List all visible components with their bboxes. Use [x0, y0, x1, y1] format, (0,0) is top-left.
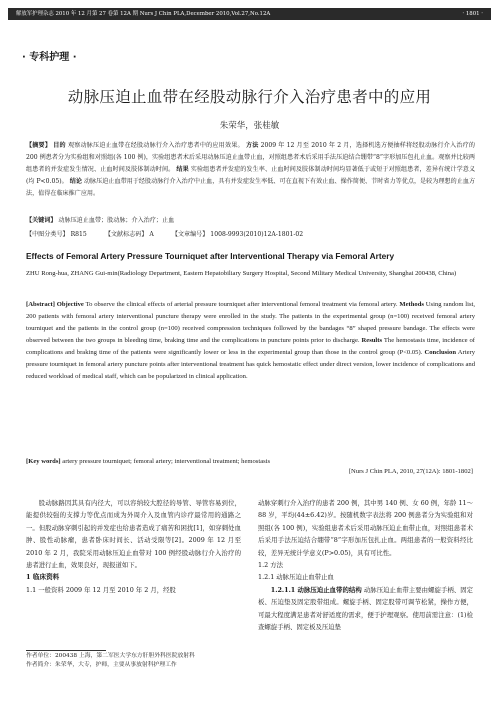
english-keywords [26, 456, 475, 467]
objective-label: 目的 [53, 142, 66, 149]
article-title: 动脉压迫止血带在经股动脉行介入治疗患者中的应用 [67, 88, 432, 106]
general-data-line [26, 584, 241, 596]
article-number: 【文章编号】 1008-9993(2010)12A-1801-02 [171, 231, 304, 238]
author-bio: 作者简介：朱荣华，大专，护师，主要从事放射科护理工作 [26, 662, 177, 668]
en-keywords-text: artery pressure tourniquet; femoral artery; interventional treatment; hemostasis [62, 458, 271, 465]
classification-line [26, 229, 475, 238]
heading-method: 1.2 方法 [258, 561, 283, 570]
method-label: 方法 [245, 142, 259, 149]
en-objective-text: To observe the clinical effects of arterial pressure tourniquet after interventional femoral treatment via femoral artery. [85, 301, 398, 308]
tourniquet-structure-paragraph [258, 584, 473, 634]
english-authors: ZHU Rong-hua, ZHANG Gui-min(Radiology Department, Eastern Hepatobiliary Surgery Hospital, Second Military Medical University, Shanghai 200438, China) [26, 270, 457, 277]
en-conclusion-label: Conclusion [424, 349, 456, 356]
general-data-continued: 动脉穿刺行介入治疗的患者 200 例，其中男 140 例、女 60 例，年龄 11～88 岁，平均(44±6.42)岁。按随机数字表法将 200 例患者分为实验组和对照组(各 100 例)，实验组患者术后采用动脉压迫止血带止血，对照组患者术后采用手法压迫结合绷带“8”字形加压包扎止血。两组患者的一般资料经比较，差异无统计学意义(P>0.05)，具有可比性。 [258, 499, 473, 557]
heading-tourniquet-structure: 1.2.1.1 动脉压迫止血带的结构 [270, 585, 362, 594]
chinese-abstract [26, 140, 475, 200]
heading-clinical-data: 1 临床资料 [26, 573, 60, 582]
body-column-left [26, 497, 241, 596]
en-abstract-label: [Abstract] [26, 301, 55, 308]
intro-paragraph: 股动脉路因其具有内径大，可以容纳较大腔径的导管、导管容易到位，能提供较强的支撑力等优点而成为外周介入及血管内诊疗最常用的通路之一。但股动脉穿刺引起的并发症也给患者造成了痛苦和困扰[1]，如穿刺处血肿、股性动脉瘤，患者卧床时间长、活动受限等[2]。2009 年 12 月至 2010 年 2 月，我院采用动脉压迫止血带对 100 例经股动脉行介入治疗的患者进行止血，效果良好，现报道如下。 [26, 499, 241, 570]
footnotes [26, 652, 241, 670]
running-header [8, 8, 491, 20]
article-authors: 朱荣华，张桂敏 [219, 121, 280, 131]
citation: [Nurs J Chin PLA, 2010, 27(12A): 1801-1802] [348, 468, 473, 475]
method-text: 2009 年 12 月至 2010 年 2 月，选择机选方便抽样将经股动脉行介入治疗的 200 例患者分为实验组和对照组(各 100 例)，实验组患者术后采用动脉压迫止血带止血，对照组患者术后采用手法压迫结合绷带“8”字形加压包扎止血。观察并比较两组患者的并发症发生情况、止血时间及肢体制动时间。 [26, 142, 475, 173]
heading-general-data: 1.1 一般资料 [26, 585, 64, 594]
conclusion-text: 动脉压迫止血带用于经股动脉行介入治疗中止血，具有并发症发生率低、可在直视下有效止血、操作简便、节时省力等优点，是较为理想的止血方法，值得在临床推广应用。 [26, 178, 476, 197]
abstract-label: 【摘要】 [26, 142, 52, 149]
section-label: · 专科护理 · [22, 52, 77, 63]
general-data-text: 2009 年 12 月至 2010 年 2 月，经股 [65, 585, 176, 594]
footnote-divider [26, 650, 106, 651]
en-results-label: Results [361, 337, 383, 344]
objective-text: 观察动脉压迫止血带在经股动脉行介入治疗患者中的应用效果。 [67, 142, 244, 149]
en-conclusion-text: Artery pressure tourniquet in femoral artery puncture points after interventional treatment has quick hemostatic effect under direct version, lower incidence of complications and reduced workload of medical staff, which can be popularized in clinical application. [26, 349, 475, 380]
document-code: 【文献标志码】 A [104, 231, 154, 238]
page-number: · 1801 · [462, 11, 483, 17]
conclusion-label: 结论 [69, 178, 82, 185]
body-column-right [258, 497, 473, 633]
journal-info: 解放军护理杂志 2010 年 12 月第 27 卷第 12A 期 Nurs J Chin PLA,December 2010,Vol.27,No.12A [16, 11, 271, 17]
clc-number: 【中图分类号】 R815 [26, 231, 87, 238]
heading-method-tourniquet: 1.2.1 动脉压迫止血带止血 [258, 573, 334, 582]
en-keywords-label: [Key words] [26, 458, 61, 465]
english-title: Effects of Femoral Artery Pressure Tourniquet after Interventional Therapy via Femoral Artery [26, 251, 395, 261]
keywords-text: 动脉压迫止血带；股动脉；介入治疗；止血 [58, 217, 175, 224]
author-affiliation: 作者单位：200438 上海，第二军医大学东方肝胆外科医院放射科 [26, 653, 195, 659]
english-abstract [26, 299, 475, 383]
en-methods-label: Methods [399, 301, 424, 308]
result-label: 结果 [176, 166, 189, 173]
en-objective-label: Objective [56, 301, 84, 308]
en-methods-text: Using random list, 200 patients with femoral artery interventional puncture therapy were enrolled in the study. The patients in the experimental group (n=100) received femoral artery tourniquet and the patients in the control group (n=100) received compression techniques followed by the bandages “8” shaped pressure bandage. The effects were observed between the two groups in bleeding time, braking time and the complications in puncture points prior to discharge. [26, 301, 476, 344]
tourniquet-structure-text: 动脉压迫止血带主要由螺旋手柄、固定板、压迫垫及固定股带组成。螺旋手柄、固定股带可调节松紧，操作方便，可最大程度满足患者对舒适度的需求，便于护理观察。使用前需注意：(1)检查螺旋手柄、固定板及压迫垫 [258, 585, 474, 632]
keywords-label: 【关键词】 [26, 217, 57, 224]
en-results-text: The hemostasis time, incidence of complications and braking time of the patients were significantly lower or less in the experimental group than those in the control group (P<0.05). [26, 337, 476, 356]
result-text: 实验组患者并发症的发生率、止血时间及肢体制动时间均显著低于或短于对照组患者，差异有统计学意义(均 P<0.05)。 [26, 166, 476, 185]
chinese-keywords [26, 215, 475, 227]
